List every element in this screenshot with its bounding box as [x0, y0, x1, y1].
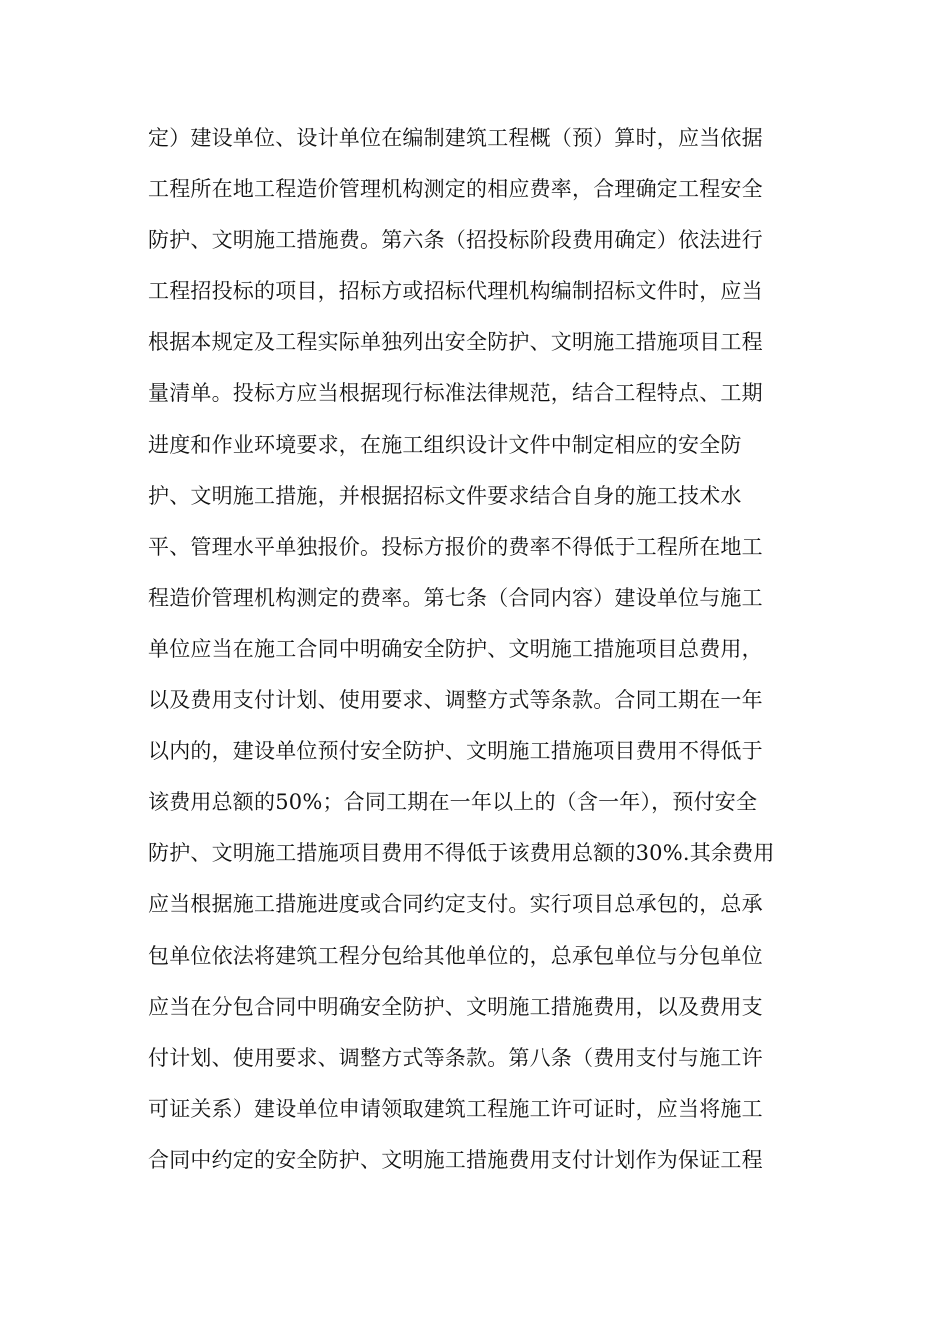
text-line: 包单位依法将建筑工程分包给其他单位的，总承包单位与分包单位: [148, 943, 763, 968]
text-line: 付计划、使用要求、调整方式等条款。第八条（费用支付与施工许: [148, 1045, 763, 1070]
text-line: 根据本规定及工程实际单独列出安全防护、文明施工措施项目工程: [148, 330, 763, 355]
text-line: 程造价管理机构测定的费率。第七条（合同内容）建设单位与施工: [148, 585, 763, 610]
text-line: 进度和作业环境要求，在施工组织设计文件中制定相应的安全防: [148, 432, 742, 457]
text-line: 单位应当在施工合同中明确安全防护、文明施工措施项目总费用，: [148, 636, 763, 661]
text-line: 工程所在地工程造价管理机构测定的相应费率，合理确定工程安全: [148, 177, 763, 202]
body-text: [148, 119, 808, 1192]
text-line: 以及费用支付计划、使用要求、调整方式等条款。合同工期在一年: [148, 688, 763, 713]
text-line: 合同中约定的安全防护、文明施工措施费用支付计划作为保证工程: [148, 1147, 763, 1172]
text-line: 应当在分包合同中明确安全防护、文明施工措施费用，以及费用支: [148, 994, 763, 1019]
text-line: 工程招投标的项目，招标方或招标代理机构编制招标文件时，应当: [148, 279, 763, 304]
text-line: 可证关系）建设单位申请领取建筑工程施工许可证时，应当将施工: [148, 1096, 763, 1121]
text-line: 防护、文明施工措施费。第六条（招投标阶段费用确定）依法进行: [148, 228, 763, 253]
text-line: 应当根据施工措施进度或合同约定支付。实行项目总承包的，总承: [148, 892, 763, 917]
text-line: 护、文明施工措施，并根据招标文件要求结合自身的施工技术水: [148, 483, 742, 508]
text-line: 防护、文明施工措施项目费用不得低于该费用总额的30%.其余费用: [148, 841, 775, 866]
text-line: 定）建设单位、设计单位在编制建筑工程概（预）算时，应当依据: [148, 126, 763, 150]
text-line: 平、管理水平单独报价。投标方报价的费率不得低于工程所在地工: [148, 534, 763, 559]
text-line: 量清单。投标方应当根据现行标准法律规范，结合工程特点、工期: [148, 381, 763, 406]
text-line: 以内的，建设单位预付安全防护、文明施工措施项目费用不得低于: [148, 739, 763, 764]
text-line: 该费用总额的50%；合同工期在一年以上的（含一年），预付安全: [148, 790, 758, 815]
